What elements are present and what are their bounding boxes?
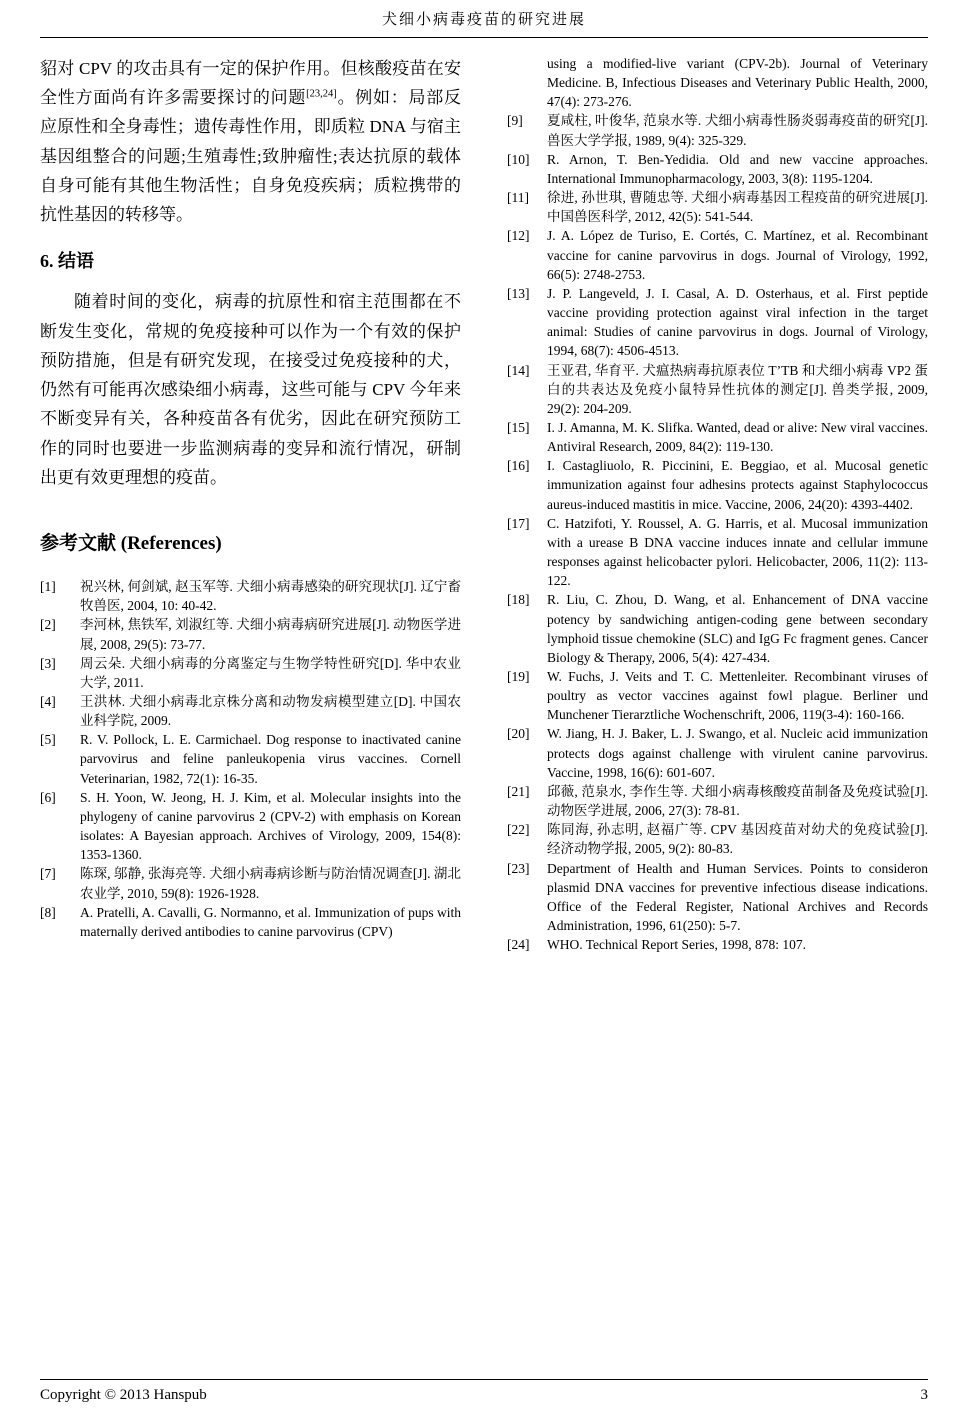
- citation-superscript: [23,24]: [306, 88, 337, 100]
- reference-item: [507, 150, 928, 188]
- reference-text: J. A. López de Turiso, E. Cortés, C. Martínez, et al. Recombinant vaccine for canine parvovirus in dogs. Journal of Virology, 1992, 66(5): 2748-2753.: [547, 228, 928, 282]
- reference-number: [16]: [507, 458, 530, 474]
- reference-text: 王洪林. 犬细小病毒北京株分离和动物发病模型建立[D]. 中国农业科学院, 2009.: [80, 693, 461, 729]
- reference-number: [6]: [40, 789, 56, 805]
- reference-item: [40, 864, 461, 902]
- reference-item: [507, 667, 928, 724]
- reference-text: 陈同海, 孙志明, 赵福广等. CPV 基因疫苗对幼犬的免疫试验[J]. 经济动物学报, 2005, 9(2): 80-83.: [547, 822, 928, 857]
- reference-item: [507, 935, 928, 954]
- reference-number: [19]: [507, 669, 530, 684]
- reference-text: 夏咸柱, 叶俊华, 范泉水等. 犬细小病毒性肠炎弱毒疫苗的研究[J]. 兽医大学学报, 1989, 9(4): 325-329.: [547, 113, 928, 148]
- references-heading: 参考文献 (References): [40, 533, 222, 555]
- right-column: [507, 54, 928, 954]
- reference-text: W. Jiang, H. J. Baker, L. J. Swango, et al. Nucleic acid immunization protects dogs against challenge with virulent canine parvovirus. Vaccine, 1998, 16(6): 601-607.: [547, 726, 928, 780]
- reference-text: using a modified-live variant (CPV-2b). Journal of Veterinary Medicine. B, Infectious Diseases and Veterinary Public Health, 2000, 47(4): 273-276.: [547, 56, 928, 110]
- reference-text: 徐进, 孙世琪, 曹随忠等. 犬细小病毒基因工程疫苗的研究进展[J]. 中国兽医科学, 2012, 42(5): 541-544.: [547, 190, 928, 225]
- reference-number: [9]: [507, 113, 523, 129]
- paragraph-text: 。例如：局部反应原性和全身毒性；遗传毒性作用，即质粒 DNA 与宿主基因组整合的问题;生殖毒性;致肿瘤性;表达抗原的载体自身可能有其他生物活性；自身免疫疾病；质粒携带的抗性基因的转移等。: [40, 88, 462, 225]
- reference-item: [507, 418, 928, 456]
- reference-text: 周云朵. 犬细小病毒的分离鉴定与生物学特性研究[D]. 华中农业大学, 2011.: [80, 655, 461, 690]
- references-list-right: [507, 54, 928, 954]
- reference-number: [507, 54, 547, 111]
- reference-number: [12]: [507, 228, 530, 244]
- reference-number: [21]: [507, 783, 530, 799]
- reference-item: [507, 782, 928, 820]
- reference-text: 祝兴林, 何剑斌, 赵玉军等. 犬细小病毒感染的研究现状[J]. 辽宁畜牧兽医, 2004, 10: 40-42.: [80, 579, 461, 614]
- reference-text: R. V. Pollock, L. E. Carmichael. Dog response to inactivated canine parvovirus and feline panleukopenia virus vaccines. Cornell Veterinarian, 1982, 72(1): 16-35.: [80, 732, 461, 786]
- reference-text: I. J. Amanna, M. K. Slifka. Wanted, dead or alive: New viral vaccines. Antiviral Research, 2009, 84(2): 119-130.: [547, 419, 928, 455]
- section-heading-conclusion: 6. 结语: [40, 251, 94, 272]
- reference-text: S. H. Yoon, W. Jeong, H. J. Kim, et al. Molecular insights into the phylogeny of canine parvovirus 2 (CPV-2) with emphasis on Korean isolates: A Bayesian approach. Archives of Virology, 2009, 154(8): 1353-1360.: [80, 789, 461, 863]
- reference-text: R. Liu, C. Zhou, D. Wang, et al. Enhancement of DNA vaccine potency by sandwiching antigen-coding gene between secondary lymphoid tissue chemokine (SLC) and IgG Fc fragment genes. Cancer Biology & Therapy, 2006, 5(4): 427-434.: [547, 592, 928, 665]
- reference-item: [507, 456, 928, 513]
- running-title: 犬细小病毒疫苗的研究进展: [381, 12, 586, 28]
- reference-item: [40, 788, 461, 865]
- paragraph-text: 貂对 CPV 的攻击具有一定的保护作用。但核酸疫苗在安全性方面尚有许多需要探讨的问题: [40, 59, 461, 108]
- reference-item: [40, 577, 461, 615]
- page-header: [40, 8, 928, 38]
- reference-number: [11]: [507, 190, 529, 206]
- reference-item: [507, 820, 928, 858]
- reference-number: [24]: [507, 937, 530, 953]
- reference-number: [3]: [40, 655, 56, 671]
- reference-number: [15]: [507, 419, 530, 435]
- reference-number: [2]: [40, 617, 56, 633]
- reference-item: [507, 590, 928, 667]
- reference-item: [507, 284, 928, 361]
- reference-item: [507, 724, 928, 781]
- reference-number: [18]: [507, 592, 530, 608]
- reference-item: [507, 111, 928, 149]
- reference-text: 李河林, 焦铁军, 刘淑红等. 犬细小病毒病研究进展[J]. 动物医学进展, 2008, 29(5): 73-77.: [80, 617, 461, 652]
- reference-text: 王亚君, 华育平. 犬瘟热病毒抗原表位 T’TB 和犬细小病毒 VP2 蛋白的共表达及免疫小鼠特异性抗体的测定[J]. 兽类学报, 2009, 29(2): 204-209.: [547, 362, 928, 416]
- reference-text: Department of Health and Human Services. Points to consideron plasmid DNA vaccines for preventive infectious disease indications. Office of the Federal Register, National Archives and Records Administration, 1996, 61(250): 5-7.: [547, 860, 928, 934]
- reference-text: R. Arnon, T. Ben-Yedidia. Old and new vaccine approaches. International Immunopharmacology, 2003, 3(8): 1195-1204.: [547, 151, 928, 186]
- reference-text: C. Hatzifoti, Y. Roussel, A. G. Harris, et al. Mucosal immunization with a urease B DNA vaccine induces innate and cellular immune responses against helicobacter pylori. Helicobacter, 2006, 11(2): 113-122.: [547, 515, 928, 589]
- reference-item: [507, 361, 928, 418]
- header-divider: [40, 37, 928, 38]
- reference-item: [40, 903, 461, 941]
- reference-number: [4]: [40, 693, 56, 709]
- left-column: [40, 54, 461, 954]
- reference-item: [40, 730, 461, 787]
- reference-item: [507, 188, 928, 226]
- reference-text: 陈琛, 邬静, 张海亮等. 犬细小病毒病诊断与防治情况调查[J]. 湖北农业学, 2010, 59(8): 1926-1928.: [80, 866, 461, 901]
- footer-row: [40, 1380, 928, 1404]
- reference-item: [40, 615, 461, 653]
- reference-number: [17]: [507, 515, 530, 531]
- reference-item: [507, 859, 928, 936]
- reference-item: [40, 692, 461, 730]
- page-footer: [40, 1379, 928, 1404]
- body-paragraph-conclusion: 随着时间的变化，病毒的抗原性和宿主范围都在不断发生变化，常规的免疫接种可以作为一个有效的保护预防措施，但是有研究发现，在接受过免疫接种的犬，仍然有可能再次感染细小病毒，这些可能与 CPV 今年来不断变异有关，各种疫苗各有优劣，因此在研究预防工作的同时也要进一步监测病毒的变异和流行情况，研制出更有效更理想的疫苗。: [40, 292, 461, 487]
- page-number: 3: [920, 1387, 928, 1403]
- reference-number: [22]: [507, 822, 530, 838]
- reference-text: A. Pratelli, A. Cavalli, G. Normanno, et al. Immunization of pups with maternally derived antibodies to canine parvovirus (CPV): [80, 904, 461, 939]
- reference-text: 邱薇, 范泉水, 李作生等. 犬细小病毒核酸疫苗制备及免疫试验[J]. 动物医学进展, 2006, 27(3): 78-81.: [547, 783, 928, 819]
- reference-number: [8]: [40, 904, 56, 920]
- reference-number: [1]: [40, 579, 56, 595]
- reference-text: WHO. Technical Report Series, 1998, 878: 107.: [547, 937, 807, 953]
- reference-item: [507, 54, 928, 111]
- reference-number: [10]: [507, 151, 530, 167]
- reference-number: [14]: [507, 362, 530, 378]
- body-paragraph-safety: [40, 54, 461, 229]
- copyright-text: Copyright © 2013 Hanspub: [40, 1387, 207, 1403]
- reference-number: [23]: [507, 860, 530, 876]
- reference-text: J. P. Langeveld, J. I. Casal, A. D. Osterhaus, et al. First peptide vaccine providing protection against viral infection in the target animal: Studies of canine parvovirus in dogs. Journal of Virology, 1994, 68(7): 4506-4513.: [547, 285, 928, 359]
- reference-number: [13]: [507, 285, 530, 301]
- reference-item: [507, 514, 928, 591]
- reference-number: [5]: [40, 732, 56, 748]
- two-column-layout: [40, 54, 928, 954]
- reference-text: W. Fuchs, J. Veits and T. C. Mettenleiter. Recombinant viruses of poultry as vector vaccines against fowl plague. Berliner und Munchener Tierarztliche Wochenschrift, 2006, 119(3-4): 160-166.: [547, 669, 928, 723]
- reference-item: [507, 226, 928, 283]
- reference-number: [7]: [40, 866, 56, 882]
- references-list-left: [40, 577, 461, 941]
- reference-number: [20]: [507, 726, 530, 742]
- reference-text: I. Castagliuolo, R. Piccinini, E. Beggiao, et al. Mucosal genetic immunization against four adhesins protects against Staphylococcus aureus-induced mastitis in mice. Vaccine, 2006, 24(20): 4393-4402.: [547, 458, 928, 512]
- reference-item: [40, 654, 461, 692]
